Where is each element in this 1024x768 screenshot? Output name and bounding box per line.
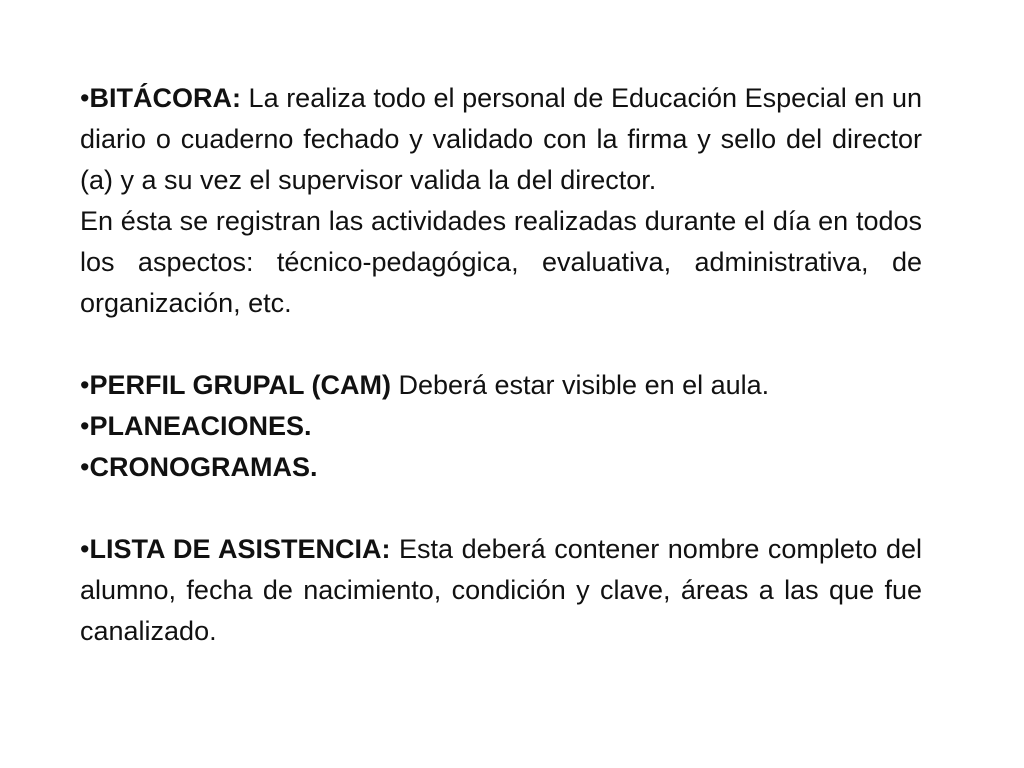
perfil-grupal-item [80, 365, 922, 406]
spacer [80, 488, 922, 529]
perfil-grupal-text: Deberá estar visible en el aula. [390, 370, 770, 400]
bitacora-detail-paragraph [80, 201, 922, 324]
perfil-grupal-term: PERFIL GRUPAL (CAM) [89, 370, 391, 400]
bitacora-text: La realiza todo el personal de Educación Especial en un diario o cuaderno fechado y validado con la firma y sello del director (a) y a su vez el supervisor valida la del director. [80, 83, 922, 195]
planeaciones-term: PLANEACIONES. [89, 411, 312, 441]
planeaciones-item [80, 406, 922, 447]
cronogramas-term: CRONOGRAMAS. [89, 452, 318, 482]
lista-asistencia-term: LISTA DE ASISTENCIA: [89, 534, 391, 564]
spacer [80, 324, 922, 365]
lista-asistencia-text: Esta deberá contener nombre completo del alumno, fecha de nacimiento, condición y clave, áreas a las que fue canalizado. [80, 534, 922, 646]
cronogramas-item [80, 447, 922, 488]
bitacora-term: BITÁCORA: [89, 83, 241, 113]
lista-asistencia-paragraph [80, 529, 922, 652]
bitacora-detail-text: En ésta se registran las actividades realizadas durante el día en todos los aspectos: técnico-pedagógica, evaluativa, administrativa, de organización, etc. [80, 206, 922, 318]
bitacora-paragraph [80, 78, 922, 201]
